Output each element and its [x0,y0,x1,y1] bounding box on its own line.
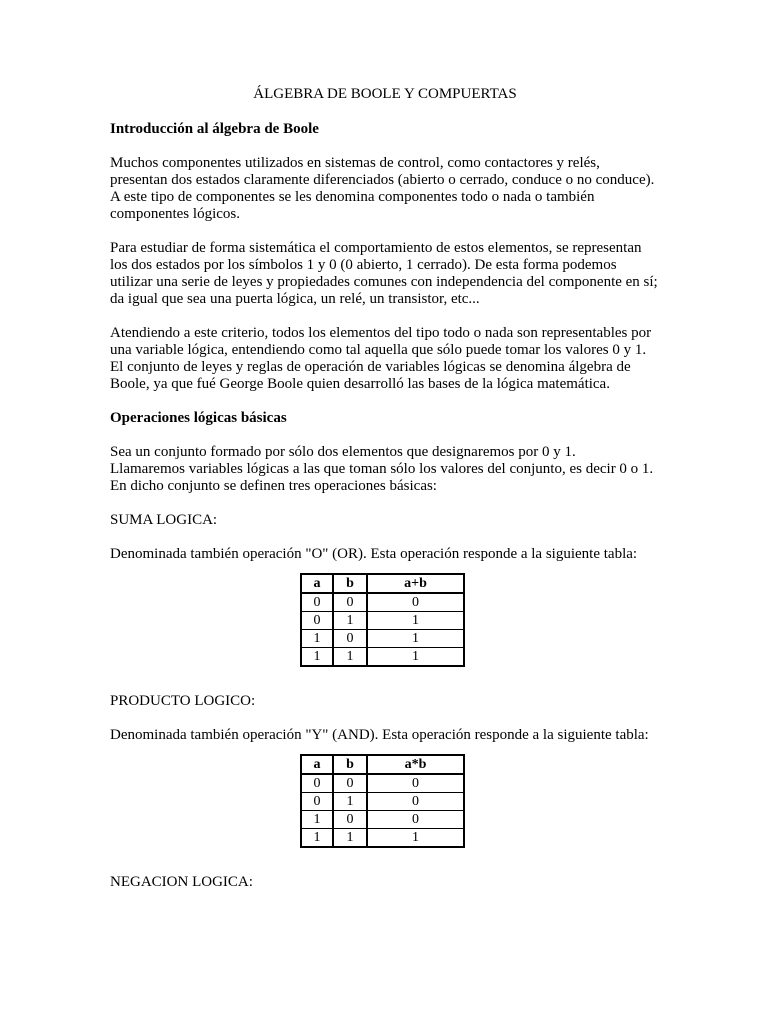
table-row [301,793,464,811]
producto-label: PRODUCTO LOGICO: [110,693,256,709]
ops-line-3: En dicho conjunto se definen tres operaciones básicas: [110,478,437,494]
table-row [301,829,464,848]
table-cell: 1 [367,630,464,648]
and-table-wrap [110,757,660,857]
table-cell: 1 [367,648,464,667]
table-cell: 1 [301,829,333,848]
table-cell: 0 [367,793,464,811]
table-cell: 0 [333,630,367,648]
table-header-row [301,755,464,774]
table-cell: 1 [333,793,367,811]
column-header: b [333,755,367,774]
table-row [301,593,464,612]
table-cell: 1 [367,612,464,630]
or-table-wrap [110,576,660,676]
table-cell: 1 [367,829,464,848]
suma-label: SUMA LOGICA: [110,512,218,528]
table-cell: 0 [333,593,367,612]
table-row [301,630,464,648]
ops-line-1: Sea un conjunto formado por sólo dos elementos que designaremos por 0 y 1. [110,444,576,460]
table-cell: 1 [333,829,367,848]
table-row [301,648,464,667]
intro-paragraph-2: Para estudiar de forma sistemática el comportamiento de estos elementos, se representan los dos estados por los símbolos 1 y 0 (0 abierto, 1 cerrado). De esta forma podemos utilizar una serie de leyes y propiedades comunes con independencia del componente en sí; da igual que sea una puerta lógica, un relé, un transistor, etc... [110,240,658,307]
page-title: ÁLGEBRA DE BOOLE Y COMPUERTAS [253,86,517,102]
ops-paragraph [110,444,660,495]
intro-heading: Introducción al álgebra de Boole [110,121,319,137]
table-cell: 1 [333,648,367,667]
ops-line-2: Llamaremos variables lógicas a las que toman sólo los valores del conjunto, es decir 0 o 1. [110,461,654,477]
table-row [301,774,464,793]
column-header: a*b [367,755,464,774]
suma-description: Denominada también operación "O" (OR). Esta operación responde a la siguiente tabla: [110,546,638,562]
table-row [301,811,464,829]
intro-paragraph-3: Atendiendo a este criterio, todos los elementos del tipo todo o nada son representables por una variable lógica, entendiendo como tal aquella que sólo puede tomar los valores 0 y 1. El conjunto de leyes y reglas de operación de variables lógicas se denomina álgebra de Boole, ya que fué George Boole quien desarrolló las bases de la lógica matemática. [110,325,652,392]
producto-description: Denominada también operación "Y" (AND). Esta operación responde a la siguiente tabla: [110,727,649,743]
table-cell: 1 [333,612,367,630]
table-cell: 0 [367,774,464,793]
table-cell: 0 [333,774,367,793]
column-header: b [333,574,367,593]
or-truth-table [300,573,465,667]
table-cell: 0 [301,593,333,612]
table-cell: 1 [301,630,333,648]
negacion-label: NEGACION LOGICA: [110,874,253,890]
table-cell: 0 [301,612,333,630]
document-body [110,86,660,908]
table-row [301,612,464,630]
table-cell: 0 [301,774,333,793]
intro-paragraph-1: Muchos componentes utilizados en sistemas de control, como contactores y relés, presentan dos estados claramente diferenciados (abierto o cerrado, conduce o no conduce). A este tipo de componentes se les denomina componentes todo o nada o también componentes lógicos. [110,155,655,222]
column-header: a [301,755,333,774]
table-cell: 0 [367,593,464,612]
ops-heading: Operaciones lógicas básicas [110,410,287,426]
table-cell: 1 [301,648,333,667]
table-cell: 0 [333,811,367,829]
table-cell: 0 [301,793,333,811]
table-cell: 1 [301,811,333,829]
table-cell: 0 [367,811,464,829]
and-truth-table [300,754,465,848]
column-header: a [301,574,333,593]
table-header-row [301,574,464,593]
column-header: a+b [367,574,464,593]
